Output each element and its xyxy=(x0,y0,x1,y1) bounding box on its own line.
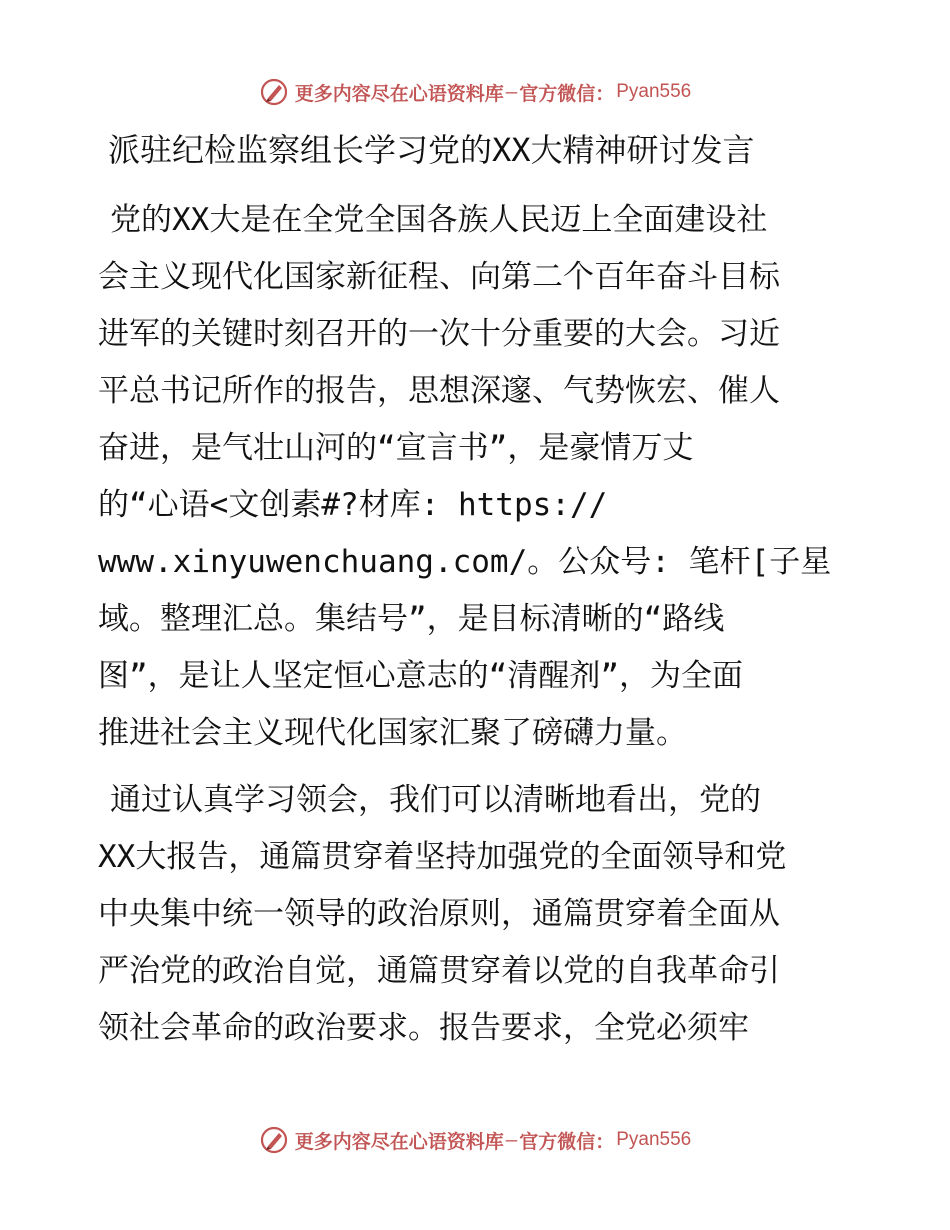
text-line: 党的XX大是在全党全国各族人民迈上全面建设社 xyxy=(110,202,768,238)
watermark-dash: — xyxy=(505,1129,518,1151)
document-body xyxy=(98,120,858,1067)
text-line: 严治党的政治自觉，通篇贯穿着以党的自我革命引 xyxy=(98,953,780,989)
document-title: 派驻纪检监察组长学习党的XX大精神研讨发言 xyxy=(108,131,755,169)
text-line: 领社会革命的政治要求。报告要求，全党必须牢 xyxy=(98,1010,749,1046)
text-line: www.xinyuwenchuang.com/。公众号: 笔杆[子星 xyxy=(98,544,832,580)
text-line: 图”，是让人坚定恒心意志的“清醒剂”，为全面 xyxy=(98,658,743,694)
text-line: 通过认真学习领会，我们可以清晰地看出，党的 xyxy=(110,782,761,818)
watermark-official-label: 官方微信： xyxy=(519,82,615,105)
paragraph-1 xyxy=(98,192,858,762)
text-line: 进军的关键时刻召开的一次十分重要的大会。习近 xyxy=(98,316,780,352)
watermark-wechat-id: Pyan556 xyxy=(616,1129,692,1150)
header-watermark xyxy=(0,72,950,112)
watermark-dash: — xyxy=(505,81,518,103)
pen-logo-icon xyxy=(259,1125,289,1155)
watermark-official-label: 官方微信： xyxy=(519,1130,615,1153)
text-line: 推进社会主义现代化国家汇聚了磅礴力量。 xyxy=(98,715,687,751)
text-line: 域。整理汇总。集结号”，是目标清晰的“路线 xyxy=(98,601,725,637)
text-line: XX大报告，通篇贯穿着坚持加强党的全面领导和党 xyxy=(98,839,787,875)
paragraph-2 xyxy=(98,772,858,1057)
watermark-text: 更多内容尽在心语资料库 xyxy=(294,82,504,105)
text-line: 的“心语<文创素#?材库: https:// xyxy=(98,487,608,523)
text-line: 中央集中统一领导的政治原则，通篇贯穿着全面从 xyxy=(98,896,780,932)
footer-watermark xyxy=(0,1120,950,1160)
watermark-text: 更多内容尽在心语资料库 xyxy=(294,1130,504,1153)
text-line: 奋进，是气壮山河的“宣言书”，是豪情万丈 xyxy=(98,430,694,466)
watermark-wechat-id: Pyan556 xyxy=(616,81,692,102)
text-line: 会主义现代化国家新征程、向第二个百年奋斗目标 xyxy=(98,259,780,295)
pen-logo-icon xyxy=(259,77,289,107)
text-line: 平总书记所作的报告，思想深邃、气势恢宏、催人 xyxy=(98,373,780,409)
